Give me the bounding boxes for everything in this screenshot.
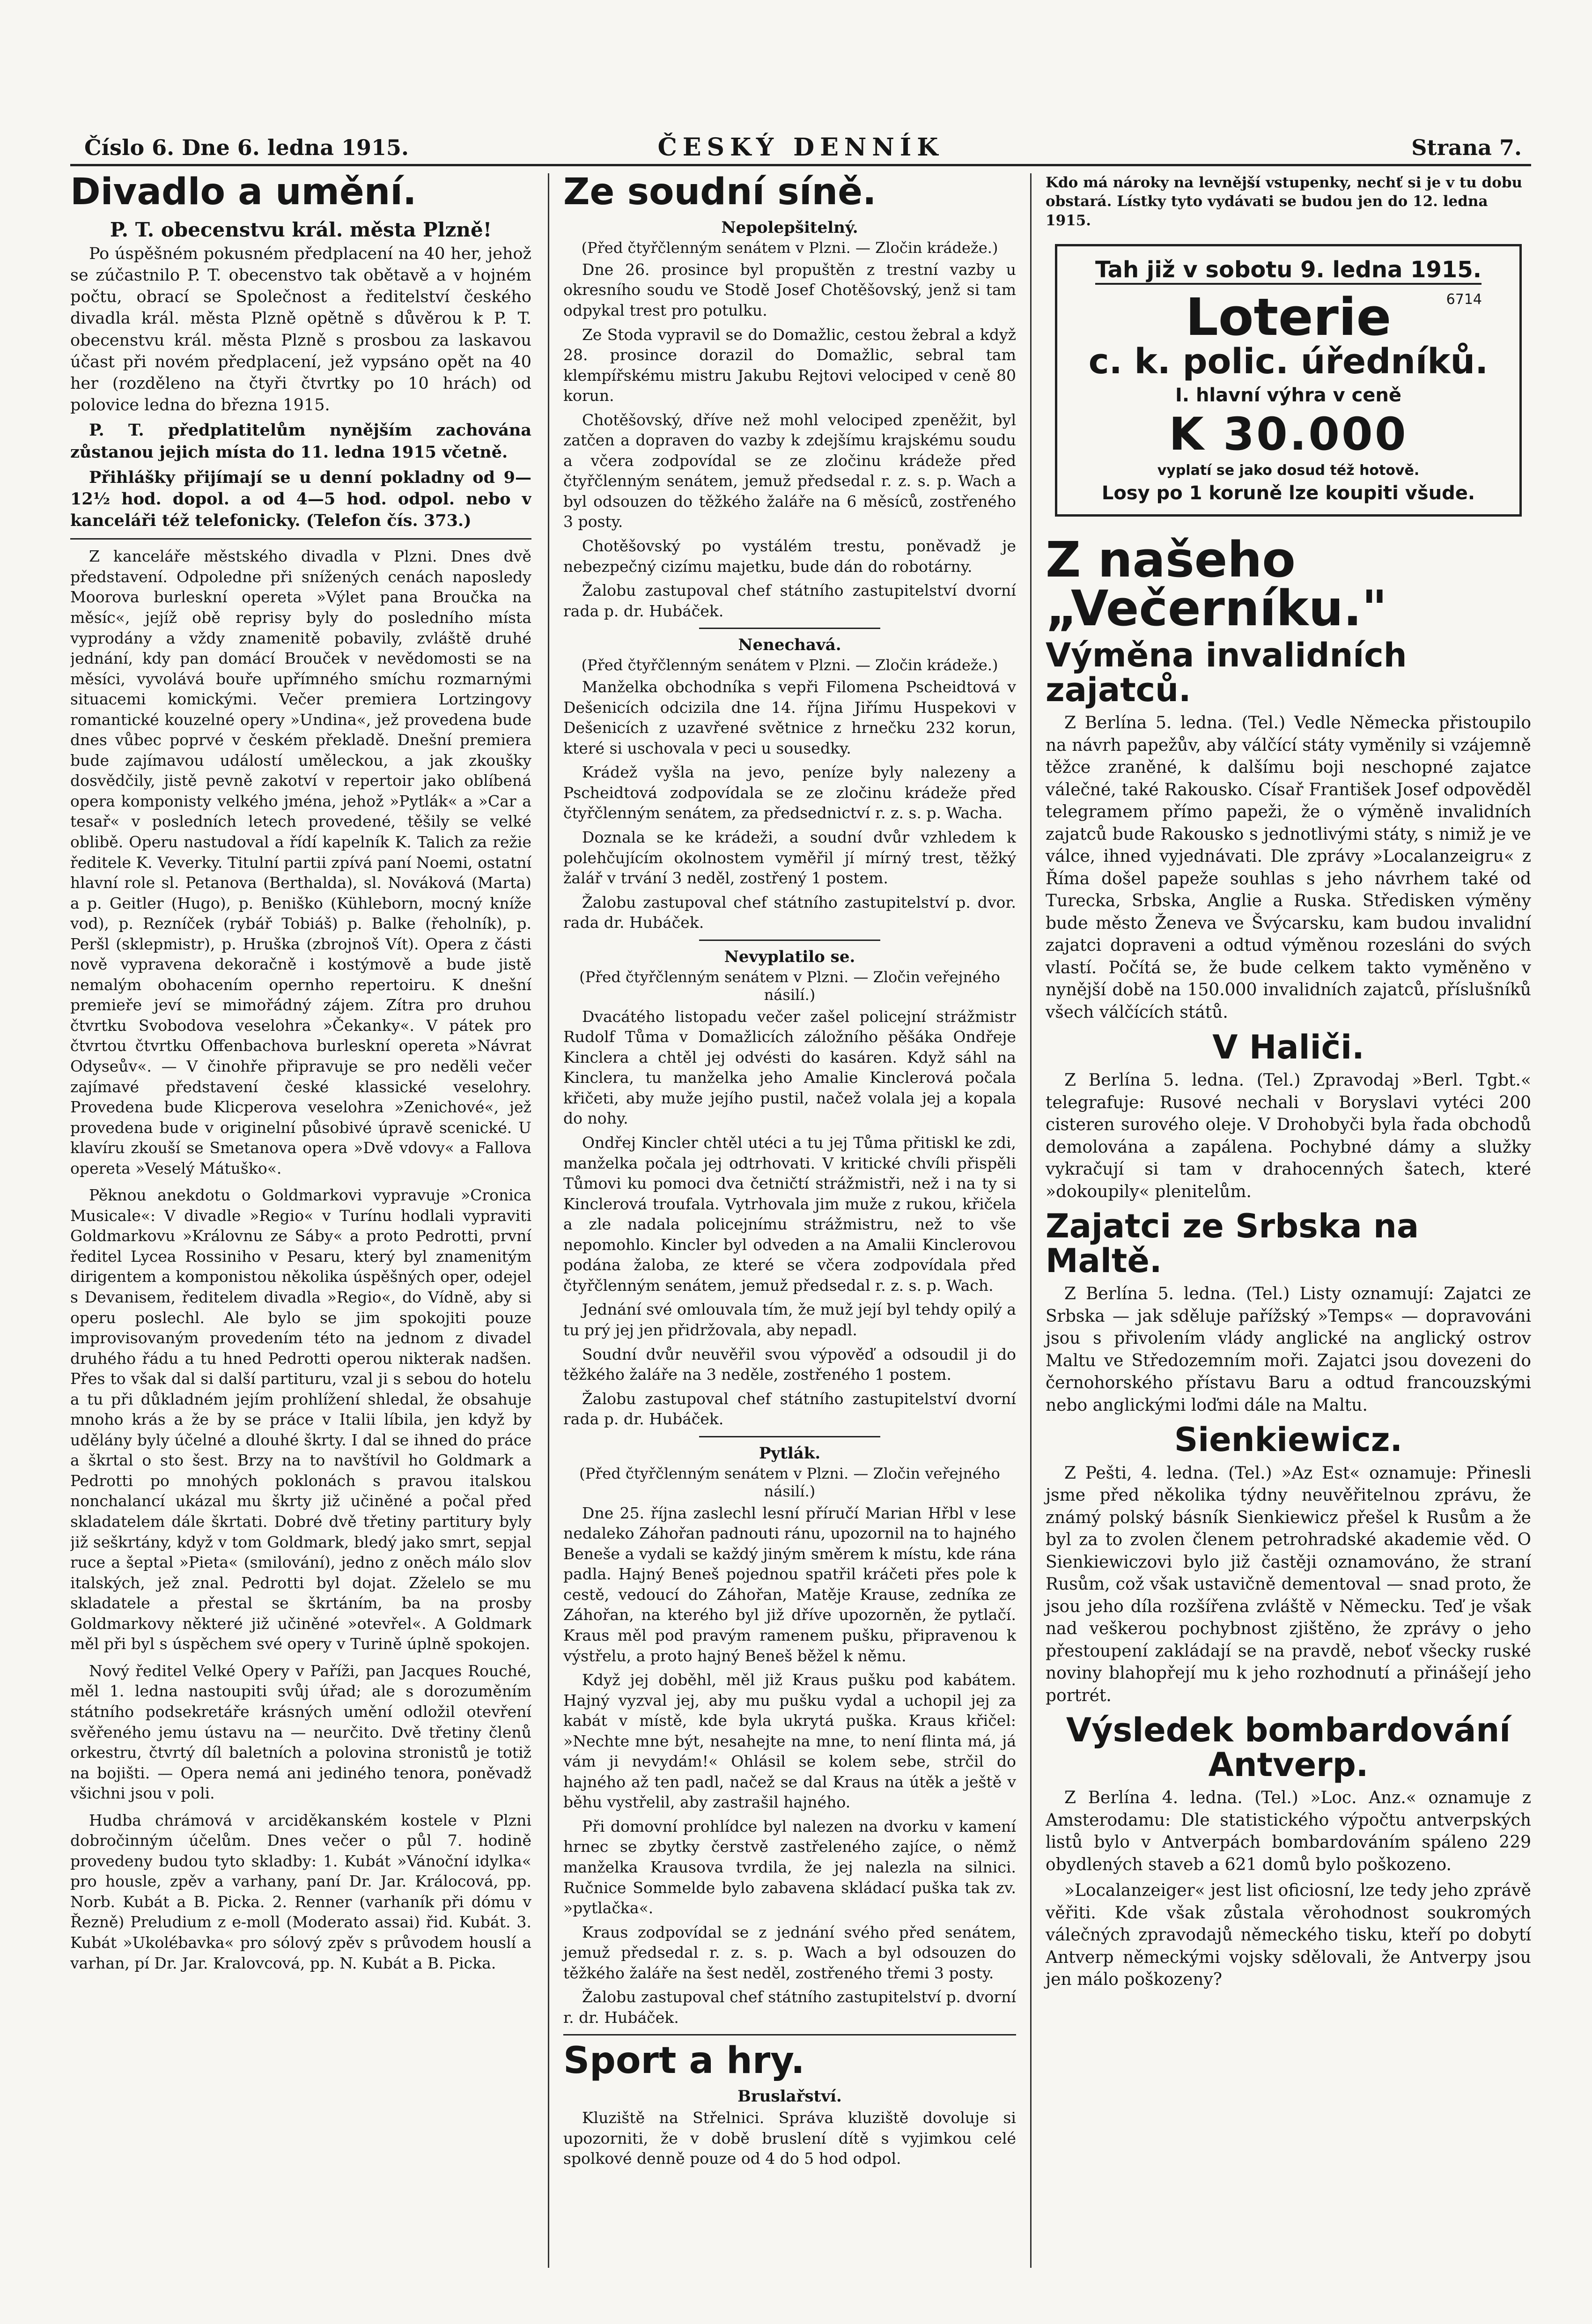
case-2-subheading: (Před čtyřčlenným senátem v Plzni. — Zločin krádeže.)	[581, 656, 998, 674]
divider	[563, 2034, 1016, 2035]
article-antwerp: Z Berlína 4. ledna. (Tel.) »Loc. Anz.« oznamuje z Amsterodamu: Dle statistického výpočtu antverpských listů bylo v Antverpách bombardováním spáleno 229 obydlených staveb a 621 domů bylo poškozeno. »Localanzeiger« jest list oficiosní, lze tedy jeho zprávě věřiti. Kde však zůstala věrohodnost soukromých válečných zpravodajů německého tisku, kteří po dobytí Antverp německými vojsky sdělovali, že Antverpy jsou jen málo poškozeny?	[1046, 1788, 1531, 1990]
page-number: Strana 7.	[1411, 135, 1522, 160]
divider	[699, 1436, 880, 1437]
case-3-subheading: (Před čtyřčlenným senátem v Plzni. — Zločin veřejného násilí.)	[579, 968, 1000, 1004]
lottery-advertisement	[1055, 244, 1522, 517]
article-galicia: Z Berlína 5. ledna. (Tel.) Zpravodaj »Berl. Tgbt.« telegrafuje: Rusové nechali v Boryslavi vytéci 200 cisteren surového oleje. V Drohobyči byla řada obchodů demolována a zapálena. Pochybné dámy a služky vykračují si tam v drahocenných šatech, které »dokoupily« plenitelům.	[1046, 1071, 1531, 1201]
case-3-article: Dvacátého listopadu večer zašel policejní strážmistr Rudolf Tůma v Domažlicích záložního pěšáka Ondřeje Kinclera a chtěl jej odvésti do kasáren. Když sáhl na Kinclera, tu manželka jeho Amalie Kinclerová počala křičeti, aby muže jejího pustil, načež volala jej a kopala do nohy. Ondřej Kincler chtěl utéci a tu jej Tůma přitiskl ke zdi, manželka počala jej odtrhovati. V kritické chvíli přispěli Tůmovi ku pomoci dva četničtí strážmistři, než i na ty si Kinclerová troufala. Vytrhovala jim muže z rukou, křičela a zle nadala policejnímu strážmistru, než to vše nepomohlo. Kincler byl odveden a na Amalii Kinclerovou podána žaloba, ze které se včera zodpovídala před čtyřčlenným senátem, jemuž předsedal r. z. s. p. Wach. Jednání své omlouvala tím, že muž její byl tehdy opilý a tu prý jej jen přidržovala, aby nepadl. Soudní dvůr neuvěřil svou výpověď a odsoudil ji do těžkého žaláře na 3 neděle, zostřeného 1 postem. Žalobu zastupoval chef státního zastupitelství dvorní rada p. dr. Hubáček.	[563, 1007, 1016, 1428]
ad-code: 6714	[1446, 291, 1482, 308]
article-prisoner-exchange: Z Berlína 5. ledna. (Tel.) Vedle Německa přistoupilo na návrh papežův, aby válčící státy vyměnily si vzájemně těžce zraněné, k dalšímu boji neschopné zajatce válečné, také Rakousko. Císař František Josef odpověděl telegramem přímo papeži, že o výměně invalidních zajatců bude Rakousko s jednotlivými státy, s nimiž je ve válce, ihned vyjednávati. Dle zprávy »Localanzeigru« z Říma došel papeže souhlas s jeho návrhem také od Turecka, Srbska, Anglie a Ruska. Středisken výměny bude město Ženeva ve Švýcarsku, kam budou invalidní zajatci dopraveni a odtud výměnou rozesláni do svých vlastí. Počítá se, že bude celkem takto vyměněno v nynější době na 150.000 invalidních zajatců, příslušníků všech válčících států.	[1046, 713, 1531, 1022]
column-3	[1030, 173, 1531, 2268]
case-2-heading: Nenechavá.	[738, 636, 841, 655]
case-4-heading: Pytlák.	[759, 1443, 821, 1463]
divider	[699, 940, 880, 941]
column-2	[548, 173, 1016, 2268]
article-theatre-office: Z kanceláře městského divadla v Plzni. Dnes dvě představení. Odpoledne při snížených cenách naposledy Moorova burleskní opereta »Výlet pana Broučka na měsíc«, jejíž obě reprisy byly do posledního místa vyprodány a vždy znamenitě pobavily, zvláště druhé jednání, kdy pan domácí Brouček v nevědomosti se na měsíci, vyvolává bouře upřímného smíchu rozmarnými situacemi komickými. Večer premiera Lortzingovy romantické kouzelné opery »Undina«, jež provedena bude dnes vůbec poprvé v českém překladě. Dnešní premiera bude zajímavou událostí uměleckou, a jak zkoušky dosvědčily, jistě pevně zakotví v repertoir jako oblíbená opera komponisty velkého jména, jehož »Pytlák« a »Car a tesař« v posledních letech provedené, těšily se velké oblibě. Operu nastudoval a řídí kapelník K. Talich za režie ředitele K. Veverky. Titulní partii zpívá paní Noemi, ostatní hlavní role sl. Petanova (Berthalda), sl. Nováková (Marta) a p. Geitler (Hugo), p. Beniško (Kühleborn, mocný knížе vod), p. Rezníček (rybář Tobiáš) p. Balke (řeholník), p. Peršl (sklepmistr), p. Hruška (zbrojnoš Vít). Opera z části nově vypravena dekoračně i kostýmově a bude jistě nemalým obohacením opernho repertoiru. K dnešní premieře jeví se mimořádný zájem. Zítra pro druhou čtvrtku Svobodova veselohra »Čekanky«. V pátek pro čtvrtou čtvrtku Offenbachova burleskní opereta »Návrat Odyseův«. — V činohře připravuje se pro neděli večer zajímavé představení české klassické veselohry. Provedena bude Klicperova veselohra »Zenichové«, jež provedena bude v originelní působivé úpravě scenické. U klavíru zkouší se Smetanova opera »Dvě vdovy« a Fallova opereta »Veselý Mátuško«.	[70, 547, 531, 1177]
subscription-notice: Po úspěšném pokusném předplacení na 40 her, jehož se zúčastnilo P. T. obecenstvo tak obětavě a v hojném počtu, obrací se Společnost a ředitelství českého divadla král. města Plzně opětně s důvěrou k P. T. obecenstvu král. města Plzně s prosbou za laskavou účast při novém předplacení, jež vypsáno opět na 40 her (rozděleno na čtyři čtvrtky po 10 hrách) od polovice ledna do března 1915. P. T. předplatitelům nynějším zachována zůstanou jejich místa do 11. ledna 1915 včetně. Přihlášky přijímají se u denní pokladny od 9—12½ hod. dopol. a od 4—5 hod. odpol. nebo v kanceláři též telefonicky. (Telefon čís. 373.)	[70, 244, 531, 531]
sport-article: Kluziště na Střelnici. Správa kluziště dovoluje si upozorniti, že v době bruslení dítě s vyjimkou celé spolkové denně pouze od 4 do 5 hod odpol.	[563, 2109, 1016, 2168]
case-1-article: Dne 26. prosince byl propuštěn z trestní vazby u okresního soudu ve Stodě Josef Chotěšovský, jenž si tam odpykal trest pro potulku. Ze Stoda vypravil se do Domažlic, cestou žebral a když 28. prosince dorazil do Domažlic, sebral tam klempířskému mistru Jakubu Rejtovi velociped v ceně 80 korun. Chotěšovský, dříve než mohl velociped zpeněžit, byl zatčen a dopraven do vazby k zdejšímu krajskému soudu a včera zodpovídal se ze zločinu krádeže před čtyřčlenným senátem, jemuž předsedal r. z. s. p. Wach a byl odsouzen do těžkého žaláře na 6 měsíců, zostřeného 3 posty. Chotěšovský po vystálém trestu, poněvadž je nebezpečný cizímu majetku, bude dán do robotárny. Žalobu zastupoval chef státního zastupitelství dvorní rada p. dr. Hubáček.	[563, 260, 1016, 620]
headline-prisoner-exchange: Výměna invalidních zajatců.	[1046, 636, 1407, 709]
masthead	[70, 131, 1531, 166]
case-1-subheading: (Před čtyřčlenným senátem v Plzni. — Zločin krádeže.)	[581, 238, 998, 257]
divider	[70, 538, 531, 540]
headline-antwerp: Výsledek bombardování Antverp.	[1066, 1711, 1511, 1784]
case-4-article: Dne 25. října zaslechl lesní příručí Marian Hřbl v lese nedaleko Záhořan padnouti ránu, upozornil na to hajného Beneše a vydali se každý jiným směrem k místu, kde rána padla. Hajný Beneš pojednou spatřil kráčeti přes pole k cestě, vedoucí do Záhořan, Matěje Krause, zedníka ze Záhořan, na kterého byl již dříve upozorněn, že pytlačí. Kraus měl pod pravým ramenem pušku, připravenou k výstřelu, a proto hajný Beneš běžel k němu. Když jej doběhl, měl již Kraus pušku pod kabátem. Hajný vyzval jej, aby mu pušku vydal a uchopil jej za kabát v místě, kde byla ukrytá puška. Kraus křičel: »Nechte mne být, nesahejte na mne, to není flinta má, já vám ji nevydám!« Ohlásil se kolem sebe, strčil do hajného až ten padl, načež se dal Kraus na útěk a ještě v běhu vystřelil, aby zastrašil hajného. Při domovní prohlídce byl nalezen na dvorku v kamení hrnec se zbytky čerstvě zastřeleného zajíce, o němž manželka Krausova tvrdila, že jej nalezla na silnici. Ručnice Sommelde bylo zabavena skládací puška tak zv. »pytlačka«. Kraus zodpovídal se z jednání svého před senátem, jemuž předsedal r. z. s. p. Wach a byl odsouzen do těžkého žaláře na šest neděl, zostřeného třemi 3 posty. Žalobu zastupoval chef státního zastupitelství p. dvorní r. dr. Hubáček.	[563, 1503, 1016, 2027]
lottery-name: Loterie	[1185, 287, 1392, 347]
ticket-notice: Kdo má nároky na levnější vstupenky, nechť si je v tu dobu obstará. Lístky tyto vydávati se budou jen do 12. ledna 1915.	[1046, 174, 1523, 229]
section-title-evening-news: Z našeho „Večerníku."	[1046, 531, 1387, 637]
section-title-sport: Sport a hry.	[563, 2040, 805, 2082]
section-title-theatre: Divadlo a umění.	[70, 173, 417, 213]
case-2-article: Manželka obchodníka s vepři Filomena Pscheidtová v Dešenicích odcizila dne 14. října Jiřímu Huspekovi v Dešenicích z uzavřené světnice z hrnečku 232 korun, které si uschovala v peci u sousedky. Krádež vyšla na jevo, peníze byly nalezeny a Pscheidtová zodpovídala se ze zločinu krádeže před čtyřčlenným senátem, za předsednictví r. z. s. p. Wacha. Doznala se ke krádeži, a soudní dvůr vzhledem k polehčujícím okolnostem vyměřil jí mírný trest, těžký žalář v trvání 3 neděl, zostřený 1 postem. Žalobu zastupoval chef státního zastupitelství p. dvor. rada dr. Hubáček.	[563, 678, 1016, 932]
headline-galicia: V Haliči.	[1212, 1028, 1364, 1066]
prize-note: vyplatí se jako dosud též hotově.	[1157, 462, 1420, 479]
notice-heading: P. T. obecenstvu král. města Plzně!	[110, 218, 492, 241]
section-title-court: Ze soudní síně.	[563, 173, 877, 213]
sport-heading: Bruslařství.	[737, 2087, 842, 2106]
article-goldmark-anecdote: Pěknou anekdotu o Goldmarkovi vypravuje »Cronica Musicale«: V divadle »Regio« v Turínu hodlali vypraviti Goldmarkovu »Královnu ze Sáby« a proto Pedrotti, první ředitel Lycea Rossiniho v Pesaru, který byl znamenitým dirigentem a komponistou několika úspěšných oper, odejel s Devanisem, ředitelem divadla »Regio«, do Vídně, aby si operu poslechl. Ale bylo se jim spokojiti pouze improvisovaným provedením této na jednom z divadel druhého řádu a tu hned Pedrotti operou nikterak nadšen. Přes to však dal si další partituru, vzal ji s sebou do hotelu a tu při důkladném jejím prohlížení shledal, že obsahuje mnoho krás a že by se práce v Italii líbila, jen když by udělány byly účelné a dlouhé škrty. I dal se ihned do práce a škrtal o sto šest. Brzy na to navštívil ho Goldmark a Pedrotti po mnohých poklonách s pravou italskou nonchalancí ukázal mu škrty již učiněné a počal před skladatelem dále škrtati. Dobré dvě třetiny partitury byly již seškrtány, když v tom Goldmark, bledý jako smrt, sepjal ruce a šeptal »Pieta« (smilování), jedno z oněch málo slov italských, jež znal. Pedrotti byl dojat. Zželelo se mu skladatele a přestal se škrtáním, ba na prosby Goldmarkovy některé již učiněné »otevřel«. A Goldmark měl při byl s úspěchem své opery v Turině úplně spokojen.	[70, 1186, 531, 1653]
divider	[699, 628, 880, 629]
headline-serbian-prisoners: Zajatci ze Srbska na Maltě.	[1046, 1207, 1419, 1280]
lottery-organizer: c. k. polic. úředníků.	[1088, 341, 1489, 382]
column-1	[70, 173, 531, 2268]
article-serbian-prisoners: Z Berlína 5. ledna. (Tel.) Listy oznamují: Zajatci ze Srbska — jak sděluje pařížský »Temps« — dopravováni jsou s přivolením vlády anglické na anglický ostrov Maltu ve Středozemním moři. Zajatci jsou dovezeni do černohorského přístavu Baru a odtud francouzskými nebo anglickými loďmi dále na Maltu.	[1046, 1284, 1531, 1415]
newspaper-title: ČESKÝ DENNÍK	[657, 133, 944, 162]
prize-label: I. hlavní výhra v ceně	[1175, 385, 1402, 407]
prize-amount: K 30.000	[1169, 408, 1408, 461]
case-1-heading: Nepolepšitelný.	[721, 218, 858, 237]
issue-date: Číslo 6. Dne 6. ledna 1915.	[84, 135, 409, 160]
lottery-draw-date: Tah již v sobotu 9. ledna 1915.	[1095, 257, 1481, 285]
headline-sienkiewicz: Sienkiewicz.	[1174, 1421, 1403, 1459]
newspaper-page	[70, 0, 1531, 2324]
case-4-subheading: (Před čtyřčlenným senátem v Plzni. — Zločin veřejného násilí.)	[579, 1464, 1000, 1500]
article-sienkiewicz: Z Pešti, 4. ledna. (Tel.) »Az Est« oznamuje: Přinesli jsme před několika týdny neuvěřitelnou zprávu, že známý polský básník Sienkiewicz přešel k Rusům a že byl za to zvolen členem petrohradské akademie věd. O Sienkiewiczovi bylo již častěji oznamováno, že straní Rusům, což však ustavičně dementoval — snad proto, že jsou jeho díla rozšířena zvláště v Německu. Teď je však nad veškerou pochybnost zjištěno, že zprávy o jeho přestoupení zakládají se na pravdě, neboť všecky ruské noviny blahopřejí mu k jeho rozhodnutí a přinášejí jeho portrét.	[1046, 1463, 1531, 1705]
article-paris-opera: Nový ředitel Velké Opery v Paříži, pan Jacques Rouché, měl 1. ledna nastoupiti svůj úřad; ale s dorozuměním státního podsekretáře krásných umění odložil otevření svěřeného jemu ústavu na — neurčito. Dvě třetiny členů orkestru, čtvrtý díl baletních a polovina stronistů je totiž na bojišti. — Opera nemá ani jediného tenora, poněvadž všichni jsou v poli.	[70, 1661, 531, 1803]
ticket-price: Losy po 1 koruně lze koupiti všude.	[1101, 482, 1475, 504]
article-church-music: Hudba chrámová v arciděkanském kostele v Plzni dobročinným účelům. Dnes večer o půl 7. hodině provedeny budou tyto skladby: 1. Kubát »Vánoční idylka« pro housle, zpěv a varhany, paní Dr. Jar. Králocová, pp. Norb. Kubát a B. Picka. 2. Renner (varhaník při dómu v Řezně) Preludium z e-moll (Moderato assai) řid. Kubát. 3. Kubát »Ukolébavka« pro sólový zpěv s průvodem houslí a varhan, pí Dr. Jar. Kralovcová, pp. N. Kubát a B. Picka.	[70, 1811, 531, 1972]
case-3-heading: Nevyplatilo se.	[724, 947, 855, 966]
